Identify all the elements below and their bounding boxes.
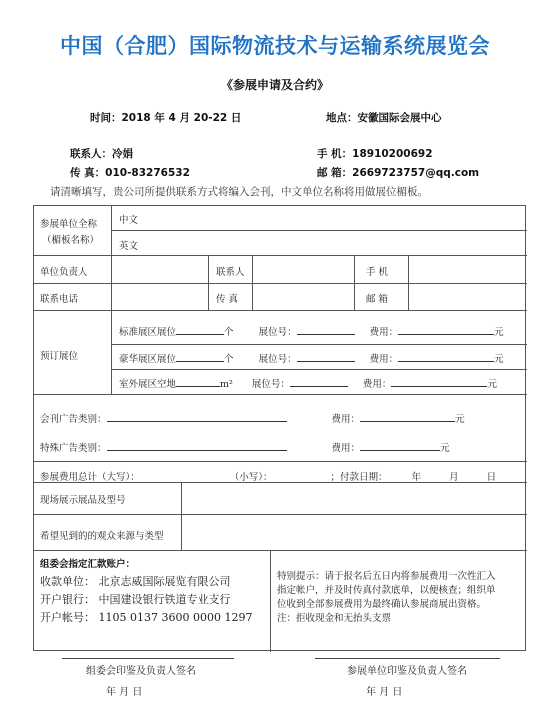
booth-count-field[interactable]	[176, 351, 224, 362]
signature-line-left	[62, 658, 234, 659]
contact-person	[70, 146, 133, 161]
application-form	[33, 205, 526, 651]
bank-account: 开户帐号： 1105 0137 3600 0000 1297	[40, 611, 253, 624]
catalog-ad-field[interactable]	[107, 411, 287, 422]
tips-line-1: 特别提示：请于报名后五日内将参展费用一次性汇入	[277, 571, 496, 582]
contact-fax	[70, 165, 190, 180]
organizer-signature-date: 年 月 日	[106, 687, 143, 698]
booth-number-field[interactable]	[290, 376, 348, 387]
company-name-label: 参展单位全称	[40, 219, 98, 230]
special-ad-fee-field[interactable]	[360, 440, 440, 451]
booth-booking-label: 预订展位	[40, 351, 79, 362]
company-name-en-label: 英文	[119, 241, 139, 252]
form-note: 请清晰填写，贵公司所提供联系方式将编入会刊，中文单位名称将用做展位楣板。	[50, 186, 428, 198]
contact-person-value: 冷娟	[112, 148, 133, 160]
exhibitor-signature-date: 年 月 日	[366, 687, 403, 698]
booth-number-field[interactable]	[297, 351, 355, 362]
contact-person-label: 联系人：	[70, 148, 112, 160]
booth-number-field[interactable]	[297, 324, 355, 335]
company-name-sublabel: （楣板名称）	[42, 235, 100, 246]
leader-label: 单位负责人	[40, 267, 88, 278]
tips-line-4: 注：拒收现金和无抬头支票	[277, 613, 392, 624]
contact-email-value: 2669723757@qq.com	[352, 167, 480, 179]
contact-person-field-label: 联系人	[216, 267, 245, 278]
exhibits-label: 现场展示展品及型号	[40, 495, 126, 506]
contact-email-label: 邮 箱：	[317, 167, 353, 179]
booth-area-field[interactable]	[176, 376, 220, 387]
special-ad-row: 特殊广告类别： 费用： 元	[40, 440, 450, 454]
contact-email	[317, 165, 479, 180]
tips-line-2: 指定帐户，并及时传真付款底单，以便核查；组织单	[277, 585, 496, 596]
booth-row: 标准展区展位 个 展位号： 费用： 元	[119, 324, 504, 338]
fax-label: 传 真	[216, 294, 239, 305]
bank-name: 开户银行： 中国建设银行铁道专业支行	[40, 593, 231, 606]
exhibitor-signature-label: 参展单位印鉴及负责人签名	[347, 666, 467, 677]
contact-phone-value: 18910200692	[352, 148, 433, 160]
page-subtitle: 《参展申请及合约》	[220, 78, 329, 92]
booth-row: 室外展区空地 m² 展位号： 费用： 元	[119, 376, 497, 390]
booth-row: 豪华展区展位 个 展位号： 费用： 元	[119, 351, 504, 365]
mobile-label: 手 机	[366, 267, 389, 278]
company-name-cn-label: 中文	[119, 215, 139, 226]
total-fee-row: 参展费用总计（大写）： （小写）： ；付款日期： 年 月 日	[40, 472, 497, 483]
special-ad-field[interactable]	[107, 440, 287, 451]
catalog-ad-fee-field[interactable]	[360, 411, 455, 422]
phone-label: 联系电话	[40, 294, 79, 305]
booth-fee-field[interactable]	[398, 351, 494, 362]
exhibition-venue: 地点：安徽国际会展中心	[326, 112, 442, 124]
booth-count-field[interactable]	[176, 324, 224, 335]
email-label: 邮 箱	[366, 294, 389, 305]
booth-fee-field[interactable]	[398, 324, 494, 335]
signature-line-right	[315, 658, 500, 659]
booth-fee-field[interactable]	[391, 376, 487, 387]
exhibition-time: 时间：2018 年 4 月 20-22 日	[90, 112, 242, 124]
audience-label: 希望见到的的观众来源与类型	[40, 531, 164, 542]
contact-phone	[317, 146, 433, 161]
bank-payee: 收款单位： 北京志威国际展览有限公司	[40, 575, 231, 588]
contact-fax-label: 传 真：	[70, 167, 106, 179]
bank-title: 组委会指定汇款账户：	[40, 559, 136, 570]
tips-line-3: 位收到全部参展费用为最终确认参展商展出资格。	[277, 599, 487, 610]
organizer-signature-label: 组委会印鉴及负责人签名	[86, 666, 196, 677]
catalog-ad-row: 会刊广告类别： 费用： 元	[40, 411, 465, 425]
contact-fax-value: 010-83276532	[105, 167, 190, 179]
contact-phone-label: 手 机：	[317, 148, 353, 160]
page-title: 中国（合肥）国际物流技术与运输系统展览会	[60, 34, 490, 58]
